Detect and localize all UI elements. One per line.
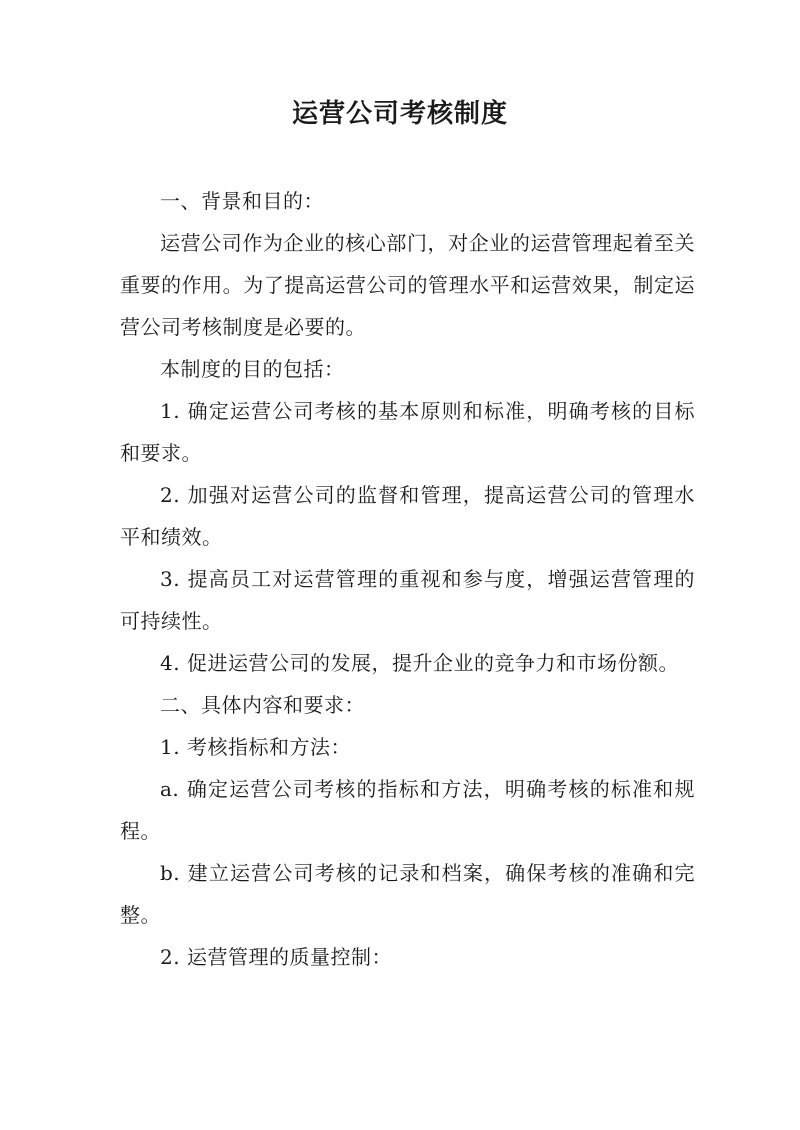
section-heading-requirements: 二、具体内容和要求： — [160, 693, 365, 717]
document-title: 运营公司考核制度 — [291, 99, 508, 129]
document-body — [120, 180, 695, 978]
paragraph-intro: 运营公司作为企业的核心部门，对企业的运营管理起着至关重要的作用。为了提高运营公司的管理水平和运营效果，制定运营公司考核制度是必要的。 — [120, 231, 695, 339]
list-item-indicators-b: b. 建立运营公司考核的记录和档案，确保考核的准确和完整。 — [120, 861, 695, 927]
paragraph-purpose-lead: 本制度的目的包括： — [160, 357, 345, 381]
section-heading-background: 一、背景和目的： — [160, 189, 324, 213]
subsection-heading-quality-control: 2. 运营管理的质量控制： — [160, 945, 392, 969]
subsection-heading-indicators: 1. 考核指标和方法： — [160, 735, 351, 759]
list-item-purpose-2: 2. 加强对运营公司的监督和管理，提高运营公司的管理水平和绩效。 — [120, 483, 695, 549]
list-item-purpose-4: 4. 促进运营公司的发展，提升企业的竞争力和市场份额。 — [160, 651, 679, 675]
list-item-purpose-3: 3. 提高员工对运营管理的重视和参与度，增强运营管理的可持续性。 — [120, 567, 695, 633]
list-item-indicators-a: a. 确定运营公司考核的指标和方法，明确考核的标准和规程。 — [120, 777, 695, 843]
list-item-purpose-1: 1. 确定运营公司考核的基本原则和标准，明确考核的目标和要求。 — [120, 399, 695, 465]
